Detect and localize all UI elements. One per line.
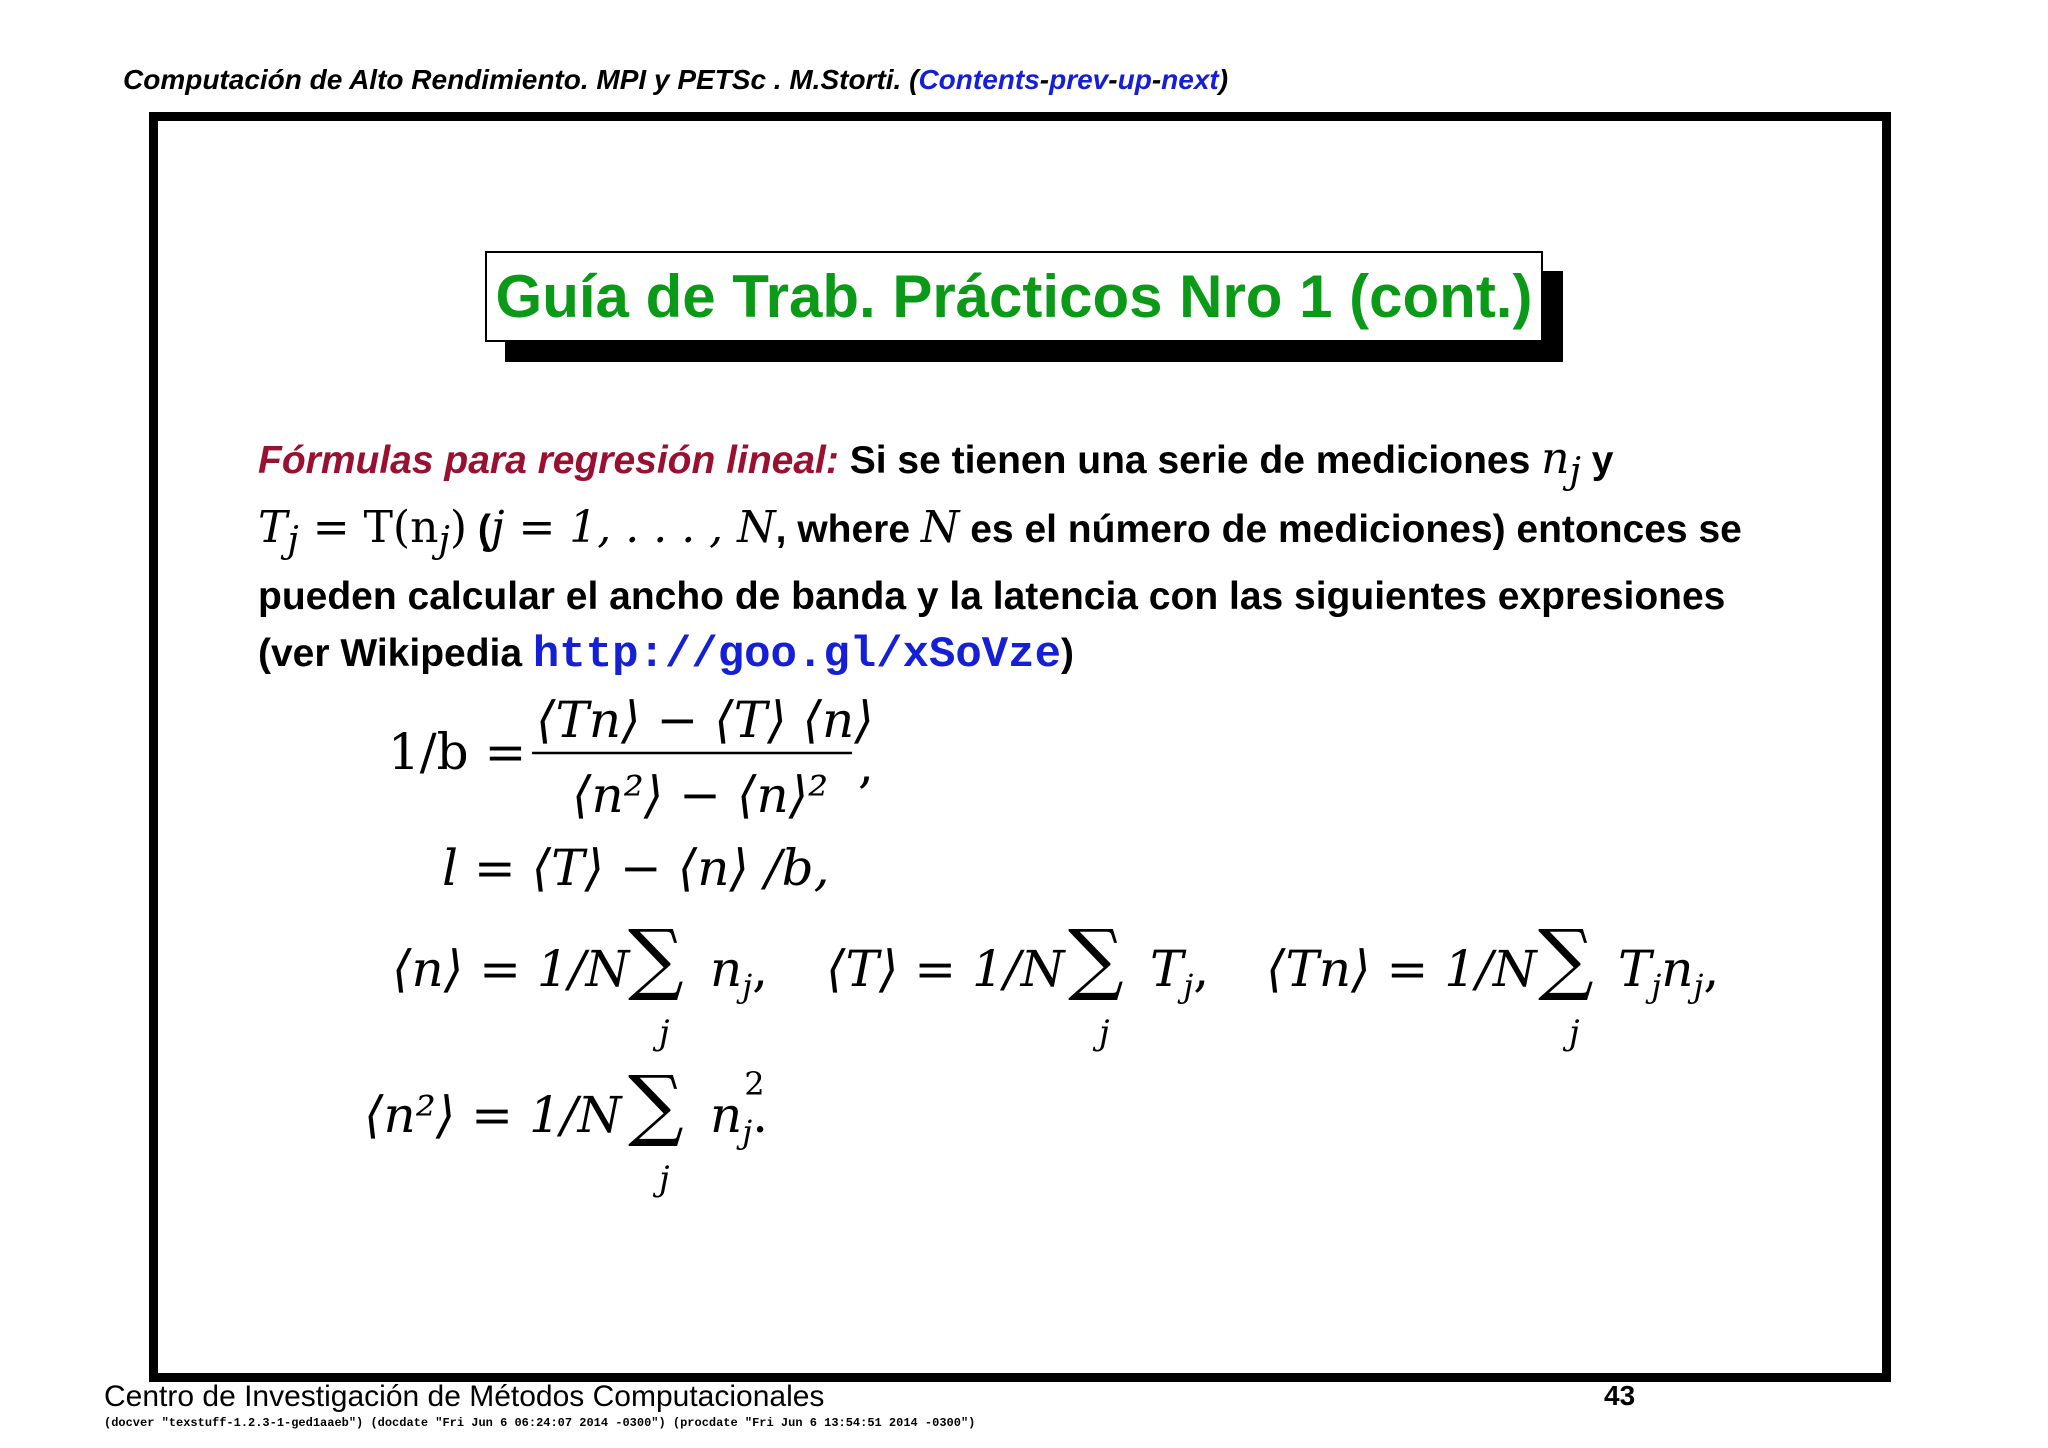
- nav-up-link[interactable]: up: [1117, 64, 1152, 95]
- footer-metadata: (docver "texstuff-1.2.3-1-ged1aaeb") (docdate "Fri Jun 6 06:24:07 2014 -0300") (procdate "Fri Jun 6 13:54:51 2014 -0300"): [104, 1416, 976, 1430]
- math-N: N: [920, 501, 960, 553]
- math-Tj: $T_j = T(n_j)$: [258, 501, 467, 561]
- sum-index: j: [1099, 1013, 1110, 1053]
- eq1-numerator: ⟨Tn⟩ − ⟨T⟩ ⟨n⟩: [536, 691, 874, 749]
- eq2: l = ⟨T⟩ − ⟨n⟩ /b,: [442, 839, 830, 897]
- sum-symbol: ∑: [628, 1060, 684, 1150]
- nav-next-link[interactable]: next: [1161, 64, 1219, 95]
- eq3-T-term: $T_j$,: [1150, 940, 1210, 1005]
- eq3-n-term: $n_j$,: [710, 940, 769, 1005]
- lead-phrase: Fórmulas para regresión lineal:: [258, 439, 839, 482]
- wikipedia-link[interactable]: http://goo.gl/xSoVze: [532, 629, 1061, 680]
- eq4-term: n 2 $_j$.: [710, 1065, 769, 1151]
- sum-symbol: ∑: [1538, 914, 1594, 1004]
- math-range: j = 1, . . . , N: [490, 501, 776, 553]
- sum-symbol: ∑: [1068, 914, 1124, 1004]
- eq3-mean-Tn: ⟨Tn⟩ = 1/N: [1266, 940, 1537, 998]
- sum-index: j: [659, 1159, 670, 1199]
- page-number: 43: [1604, 1380, 1636, 1411]
- sum-symbol: ∑: [628, 914, 684, 1004]
- eq1-fraction-bar: [532, 750, 852, 756]
- sum-index: j: [1569, 1013, 1580, 1053]
- footer-institution: Centro de Investigación de Métodos Computacionales: [104, 1380, 825, 1413]
- header-text: Computación de Alto Rendimiento. MPI y PETSc . M.Storti. (: [123, 64, 919, 95]
- eq4-mean-n2: ⟨n²⟩ = 1/N: [364, 1086, 622, 1144]
- eq3-Tn-term: $T_jn_j$,: [1618, 940, 1720, 1005]
- intro-paragraph: Fórmulas para regresión lineal: Si se tienen una serie de mediciones $n_j$ y $T_j = T(n_j) (j = 1$, . . . , N, where N es el número de mediciones) entonces se pueden calcular el ancho de banda y la latencia con las siguientes expresiones (ver Wikipedia http://goo.gl/xSoVze): [258, 433, 1742, 680]
- eq1-lhs: 1/b =: [388, 723, 527, 781]
- nav-contents-link[interactable]: Contents: [918, 64, 1040, 95]
- eq3-mean-n: ⟨n⟩ = 1/N: [392, 940, 630, 998]
- nav-prev-link[interactable]: prev: [1049, 64, 1109, 95]
- eq1-denominator: ⟨n²⟩ − ⟨n⟩²: [572, 766, 829, 824]
- eq1-comma: ,: [858, 736, 874, 794]
- slide-title: Guía de Trab. Prácticos Nro 1 (cont.): [485, 251, 1543, 342]
- running-header: Computación de Alto Rendimiento. MPI y PETSc . M.Storti. (Contents-prev-up-next): [123, 64, 1229, 95]
- eq3-mean-T: ⟨T⟩ = 1/N: [826, 940, 1065, 998]
- sum-index: j: [659, 1013, 670, 1053]
- math-nj: $n_j$: [1541, 433, 1581, 492]
